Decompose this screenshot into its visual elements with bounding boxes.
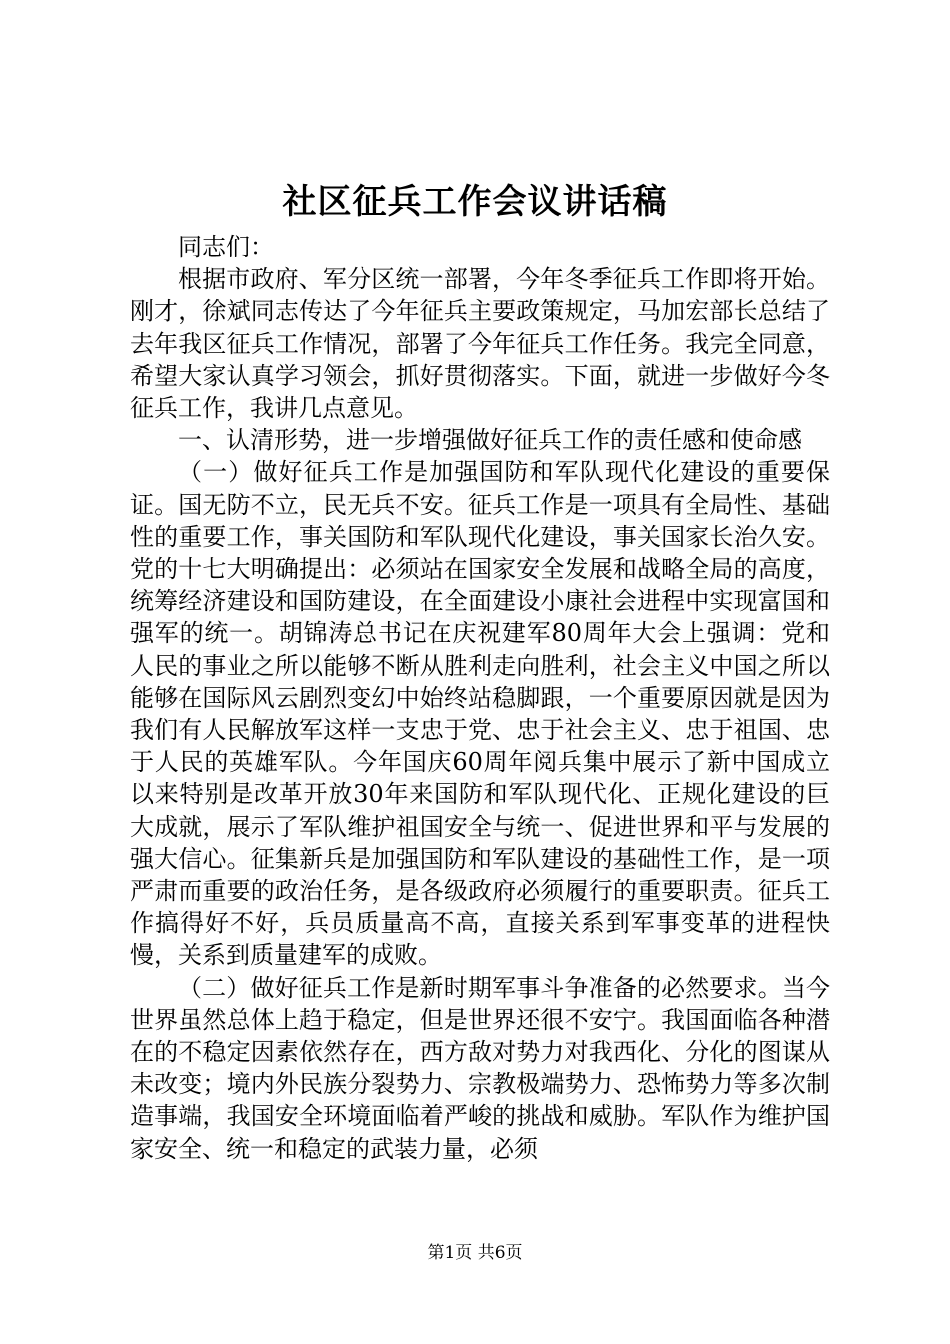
body-paragraph-1: （一）做好征兵工作是加强国防和军队现代化建设的重要保证。国无防不立，民无兵不安。征兵工作是一项具有全局性、基础性的重要工作，事关国防和军队现代化建设，事关国家长治久安。党的十七大明确提出：必须站在国家安全发展和战略全局的高度，统筹经济建设和国防建设，在全面建设小康社会进程中实现富国和强军的统一。胡锦涛总书记在庆祝建军80周年大会上强调：党和人民的事业之所以能够不断从胜利走向胜利，社会主义中国之所以能够在国际风云剧烈变幻中始终站稳脚跟，一个重要原因就是因为我们有人民解放军这样一支忠于党、忠于社会主义、忠于祖国、忠于人民的英雄军队。今年国庆60周年阅兵集中展示了新中国成立以来特别是改革开放30年来国防和军队现代化、正规化建设的巨大成就，展示了军队维护祖国安全与统一、促进世界和平与发展的强大信心。征集新兵是加强国防和军队建设的基础性工作，是一项严肃而重要的政治任务，是各级政府必须履行的重要职责。征兵工作搞得好不好，兵员质量高不高，直接关系到军事变革的进程快慢，关系到质量建军的成败。 <box>130 458 830 970</box>
document-title: 社区征兵工作会议讲话稿 <box>282 182 668 222</box>
document-body <box>130 231 830 1165</box>
salutation-paragraph: 同志们： <box>178 233 274 261</box>
body-paragraph-2: （二）做好征兵工作是新时期军事斗争准备的必然要求。当今世界虽然总体上趋于稳定，但是世界还很不安宁。我国面临各种潜在的不稳定因素依然存在，西方敌对势力对我西化、分化的图谋从未改变；境内外民族分裂势力、宗教极端势力、恐怖势力等多次制造事端，我国安全环境面临着严峻的挑战和威胁。军队作为维护国家安全、统一和稳定的武装力量，必须 <box>130 973 830 1163</box>
section-heading-1: 一、认清形势，进一步增强做好征兵工作的责任感和使命感 <box>178 426 802 455</box>
page-footer: 第1页 共6页 <box>427 1243 523 1263</box>
intro-paragraph: 根据市政府、军分区统一部署，今年冬季征兵工作即将开始。刚才，徐斌同志传达了今年征兵主要政策规定，马加宏部长总结了去年我区征兵工作情况，部署了今年征兵工作任务。我完全同意，希望大家认真学习领会，抓好贯彻落实。下面，就进一步做好今冬征兵工作，我讲几点意见。 <box>130 265 830 423</box>
